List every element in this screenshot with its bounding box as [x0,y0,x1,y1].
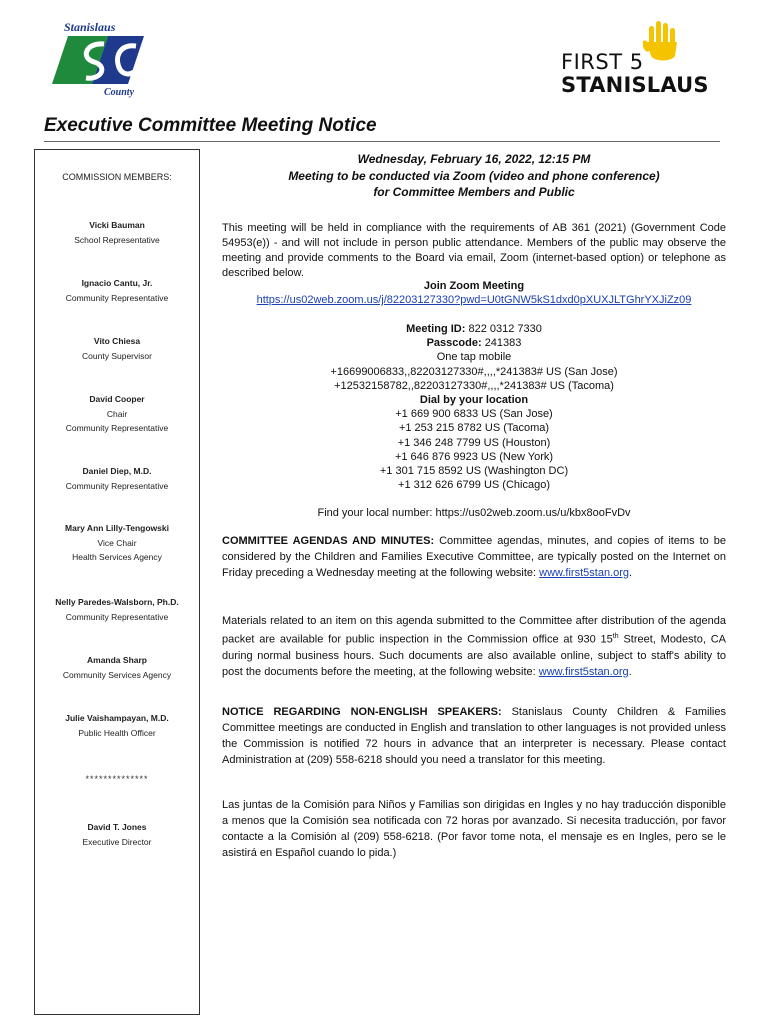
director-role: Executive Director [82,836,152,847]
member-name: Nelly Paredes-Walsborn, Ph.D. [55,597,179,607]
member-name: Vito Chiesa [93,336,141,346]
materials-text: Materials related to an item on this agenda submitted to the Committee after distribution of the agenda packet are available for public inspection in the Commission office at 930 15 [222,615,726,646]
meeting-id-value: 822 0312 7330 [468,323,542,335]
member-role: Health Services Agency [72,552,162,562]
sidebar-heading: COMMISSION MEMBERS: [62,172,172,182]
member-entry [35,595,199,624]
member-entry [35,218,199,247]
dial-number: +1 646 876 9923 US (New York) [394,450,554,463]
member-entry [35,464,199,493]
member-name: Mary Ann Lilly-Tengowski [65,523,169,533]
passcode-label: Passcode: [426,337,482,350]
dial-number: +1 346 248 7799 US (Houston) [397,436,551,449]
member-entry [35,334,199,363]
meeting-date-time: Wednesday, February 16, 2022, 12:15 PM [357,152,591,166]
local-number-line: Find your local number: https://us02web.zoom.us/u/kbx8ooFvDv [317,507,631,519]
member-entry [35,653,199,682]
meeting-audience: for Committee Members and Public [373,185,575,199]
title-divider [44,141,720,142]
zoom-meeting-link[interactable]: https://us02web.zoom.us/j/82203127330?pwd=U0tGNW5kS1dxd0pXUXJLTGhrYXJiZz09 [256,294,692,306]
meeting-format: Meeting to be conducted via Zoom (video and phone conference) [288,168,660,183]
dial-number: +1 301 715 8592 US (Washington DC) [379,465,569,478]
materials-text-cont: Street, Modesto, CA during normal business hours. Such documents are also available online, subject to staff's ability to post the documents before the meeting, at the following website: [222,633,726,678]
spanish-paragraph: Las juntas de la Comisión para Niños y Familias son dirigidas en Ingles y no hay traducción disponible a menos que la Comisión sea notificada con 72 horas por avanzado. Si necesita traducción, por favor contacte a la Comisión al (209) 558-6218. (Por favor tome nota, el mensaje es en Ingles, pero se le asistirá en Español cuando lo pida.) [222,799,726,859]
passcode-value: 241383 [484,337,522,350]
member-entry [35,392,199,436]
member-role: Vice Chair [97,537,137,548]
materials-website-link[interactable]: www.first5stan.org [538,665,629,678]
dial-by-location-label: Dial by your location [419,394,529,407]
one-tap-number: +16699006833,,82203127330#,,,,*241383# US (San Jose) [330,365,618,378]
director-name: David T. Jones [87,822,147,832]
meeting-header [222,151,726,201]
hand-icon [643,20,683,64]
first5-logo-line2: STANISLAUS [561,73,709,97]
county-logo-word-bottom: County [104,87,135,98]
member-role: Community Representative [65,611,169,622]
member-name: Vicki Bauman [89,220,145,230]
one-tap-number: +12532158782,,82203127330#,,,,*241383# US (Tacoma) [334,379,614,392]
passcode-line [222,336,726,350]
dial-number: +1 253 215 8782 US (Tacoma) [398,422,550,435]
first5-stanislaus-logo [557,20,707,100]
non-english-paragraph [222,704,726,768]
member-name: Julie Vaishampayan, M.D. [65,713,169,723]
agendas-paragraph: COMMITTEE AGENDAS AND MINUTES: Committee agendas, minutes, and copies of items to be considered by the Children and Families Executive Committee, are typically posted on the Internet on Friday preceding a Wednesday meeting at the following website: www.first5stan.org. [222,535,726,579]
member-role: Community Services Agency [62,669,172,680]
member-name: Daniel Diep, M.D. [82,466,152,476]
member-role: Community Representative [65,480,169,491]
zoom-join-label: Join Zoom Meeting [423,280,525,292]
member-name: Amanda Sharp [87,655,147,665]
member-role: School Representative [74,234,160,245]
agendas-website-link[interactable]: www.first5stan.org [539,567,630,579]
director-entry [35,820,199,849]
non-english-heading: NOTICE REGARDING NON-ENGLISH SPEAKERS: [222,706,502,718]
dial-number: +1 312 626 6799 US (Chicago) [398,479,550,492]
one-tap-label: One tap mobile [436,351,512,364]
materials-paragraph: Materials related to an item on this agenda submitted to the Committee after distribution of the agenda packet are available for public inspection in the Commission office at 930 15th Street, Modesto, CA during normal business hours. Such documents are also available online, subject to staff's ability to post the documents before the meeting, at the following website: www.first5stan.org. [222,615,726,678]
meeting-id-label: Meeting ID: [406,323,466,335]
stanislaus-county-logo [46,14,151,100]
member-role: Community Representative [65,423,169,433]
agendas-text: Committee agendas, minutes, and copies of items to be considered by the Children and Families Executive Committee, are typically posted on the Internet on Friday preceding a Wednesday meeting at the following website: [222,535,726,579]
member-role: County Supervisor [82,350,152,361]
dial-number: +1 669 900 6833 US (San Jose) [395,408,553,421]
member-role: Public Health Officer [78,727,156,738]
zoom-join-block [222,279,726,307]
member-entry [35,711,199,740]
sidebar-separator: ************** [85,774,149,784]
intro-paragraph: This meeting will be held in compliance with the requirements of AB 361 (2021) (Government Code 54953(e)) - and will not include in person public attendance. Members of the public may observe the meeting and provide comments to the Board via email, Zoom (internet-based option) or telephone as described below. [222,222,726,279]
member-role: Community Representative [65,292,169,303]
county-logo-word-top: Stanislaus [64,20,116,34]
member-entry [35,521,199,565]
member-name: David Cooper [89,394,145,404]
non-english-text: Stanislaus County Children & Families Committee meetings are conducted in English and translation to other languages is not provided unless the Commission is notified 72 hours in advance that an interpreter is necessary. Please contact Administration at (209) 558-6218 should you need a translator for this meeting. [222,706,726,766]
member-name: Ignacio Cantu, Jr. [81,278,153,288]
meeting-id-line [222,322,726,336]
commission-members-sidebar [34,149,200,1015]
agendas-heading: COMMITTEE AGENDAS AND MINUTES: [222,535,435,547]
first5-logo-line1: FIRST 5 [561,50,644,74]
page-title: Executive Committee Meeting Notice [44,115,377,136]
zoom-dial-info [222,322,726,492]
member-entry [35,276,199,305]
member-role: Chair [106,408,128,419]
